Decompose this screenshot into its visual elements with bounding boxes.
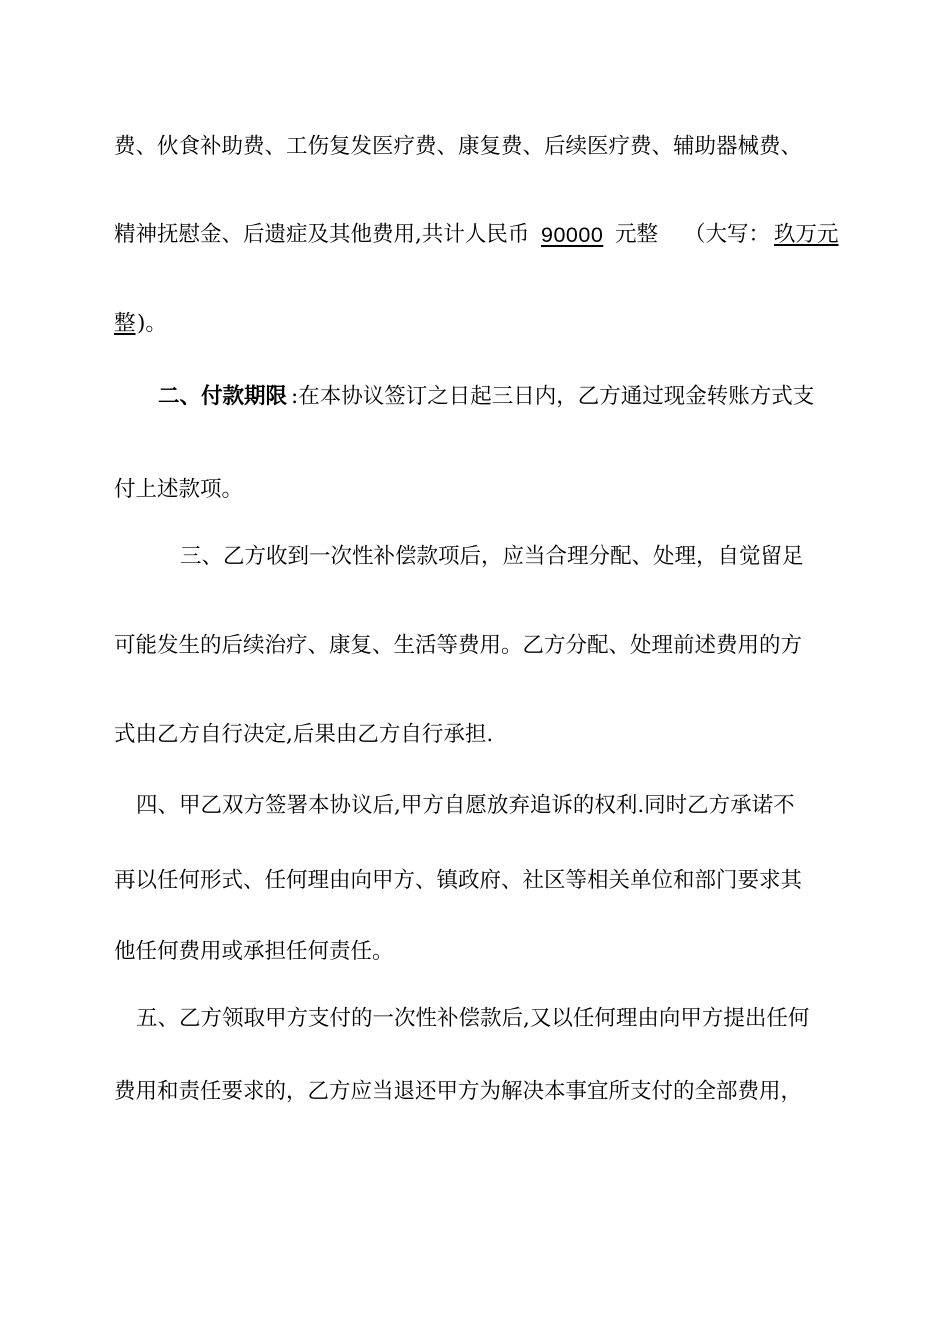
para1-line1-text: 费、伙食补助费、工伤复发医疗费、康复费、后续医疗费、辅助器械费、 bbox=[114, 134, 803, 159]
para4-line3-text: 他任何费用或承担任何责任。 bbox=[114, 939, 394, 964]
para2-line2-text: 付上述款项。 bbox=[114, 477, 244, 502]
amount-words-part2: 整 bbox=[114, 311, 136, 336]
amount-figure: 90000 bbox=[541, 223, 604, 247]
amount-unit: 元整 bbox=[615, 222, 659, 247]
para4-line1-text: 四、甲乙双方签署本协议后,甲方自愿放弃追诉的权利.同时乙方承诺不 bbox=[136, 793, 795, 818]
para1-line2-prefix: 精神抚慰金、后遗症及其他费用,共计人民币 bbox=[114, 222, 530, 247]
para1-line3-suffix: )。 bbox=[137, 311, 167, 336]
para5-line1-text: 五、乙方领取甲方支付的一次性补偿款后,又以任何理由向甲方提出任何 bbox=[136, 1006, 810, 1031]
amount-words-part1: 玖万元 bbox=[774, 222, 839, 247]
para3-line3-text: 式由乙方自行决定,后果由乙方自行承担. bbox=[114, 722, 494, 747]
para3-line1-text: 三、乙方收到一次性补偿款项后，应当合理分配、处理，自觉留足 bbox=[180, 544, 804, 569]
amount-words-paren: （大写： bbox=[684, 222, 771, 247]
para3-line2-text: 可能发生的后续治疗、康复、生活等费用。乙方分配、处理前述费用的方 bbox=[114, 633, 803, 658]
para4-line2-text: 再以任何形式、任何理由向甲方、镇政府、社区等相关单位和部门要求其 bbox=[114, 868, 803, 893]
para5-line2-text: 费用和责任要求的，乙方应当退还甲方为解决本事宜所支付的全部费用， bbox=[114, 1079, 803, 1104]
para2-line1-text: :在本协议签订之日起三日内，乙方通过现金转账方式支 bbox=[291, 384, 815, 409]
payment-term-heading: 二、付款期限 bbox=[158, 384, 288, 409]
